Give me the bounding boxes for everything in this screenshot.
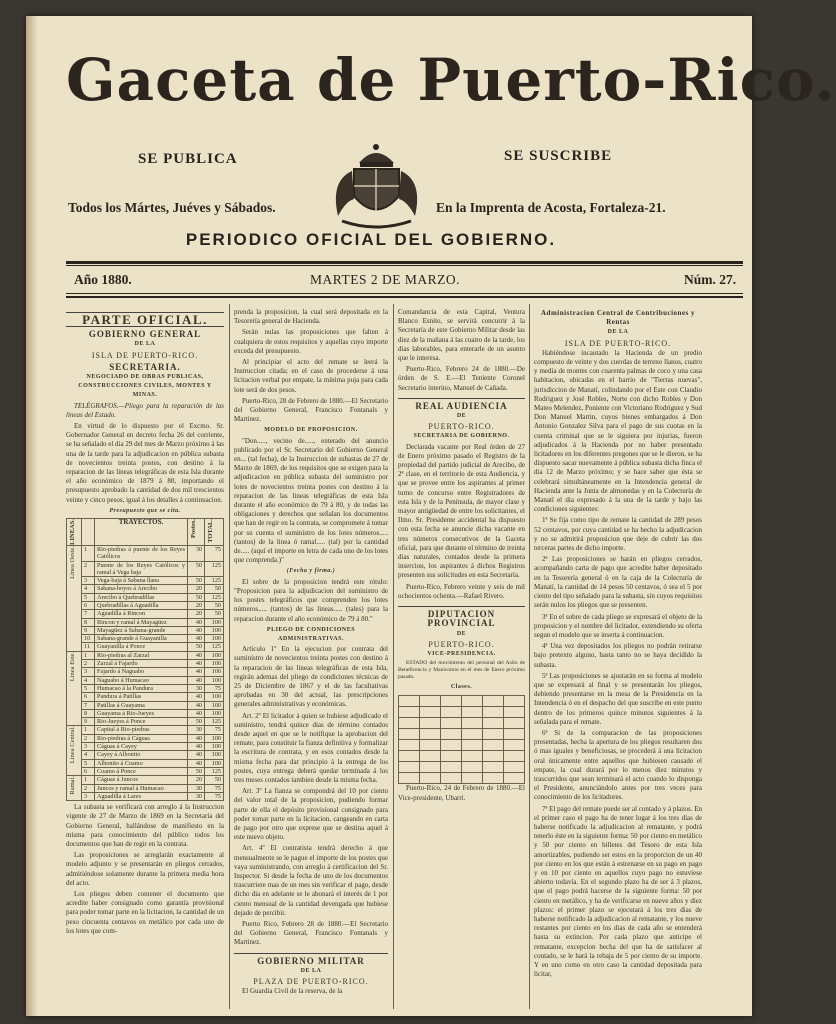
paragraph: "Don....., vecino de....., enterado del anuncio publicado por el Sr. Secretario del Gobierno General en... (tal fecha), de la Instruccion de subastas de 27 de Marzo de 1869, de los requisitos que se exigen para la adjudicacion en pública subasta del suministro por lotes de novecientos treinta postes con destino á la reparacion de las lineas telegráficas de esta Isla durante el año económico de 79 á 80, y de todas las obligaciones y derechos que señalan los documentos que han de regir en la contrata, se compromete á tomar por su cuenta el suministro de los lotes números..... (tantos) de la linea ó ramal..... (tal) por la cantidad de..... (aquí el importe en letra de cada uno de los lotes que comprenda.)" (234, 436, 388, 565)
diputacion-place: PUERTO-RICO. (428, 639, 495, 649)
lot-total: 125 (205, 593, 224, 601)
lot-total: 125 (205, 643, 224, 651)
table-cell (420, 729, 441, 740)
table-cell (399, 729, 420, 740)
admin-de: DE LA (607, 329, 629, 336)
route-name: Cayey á Albonito (95, 751, 188, 759)
paragraph: 3ª En el sobre de cada pliego se expresará el objeto de la proposicion y el nombre del licitador, extendiendo su oferta segun el modelo que se inserta á continuacion. (534, 612, 702, 639)
modelo-heading: MODELO DE PROPOSICION. (264, 427, 358, 434)
post-count: 20 (188, 601, 205, 609)
audiencia-place: PUERTO-RICO. (428, 422, 495, 432)
post-count: 40 (188, 743, 205, 751)
estado-caption: ESTADO del movimiento del personal del Asilo de Beneficencia y Manicomio en el mes de Enero próximo pasado. (398, 660, 525, 681)
subscription-heading: SE SUSCRIBE (504, 148, 613, 164)
table-row (67, 626, 224, 634)
secretaria-heading: SECRETARIA. (109, 361, 181, 372)
route-name: Quebradillas á Aguadilla (95, 601, 188, 609)
lot-total: 100 (205, 701, 224, 709)
table-cell (483, 707, 504, 718)
post-count: 30 (188, 726, 205, 734)
issue-number: Núm. 27. (684, 272, 737, 287)
table-cell (420, 707, 441, 718)
paragraph: Puerto-Rico, Febrero veinte y seis de mil ochocientos ochenta.—Rafael Rivero. (398, 582, 525, 600)
table-cell (441, 751, 462, 762)
route-name: Albonito á Coamo (95, 759, 188, 767)
table-cell (399, 696, 420, 707)
table-row (399, 718, 525, 729)
lot-total: 100 (205, 709, 224, 717)
gov-heading: GOBIERNO GENERAL (88, 329, 202, 340)
paragraph: 1ª Se fija como tipo de remate la cantidad de 289 pesos 52 centavos, por cuya cantidad se ha hecho la adjudicacion y no se admitirá proposicion que deje de cubrir las dos terceras partes de dicho importe. (534, 516, 702, 553)
column-4 (534, 308, 702, 1012)
table-cell (504, 718, 525, 729)
table-cell (483, 718, 504, 729)
route-name: Sabana-hoyos á Arecibo (95, 585, 188, 593)
paragraph: Art. 4º El contratista tendrá derecho á que mensualmente se le pague el importe de los postes que vaya suministrando, con arreglo á certificacion del Sr. Inspector. Si desde la fecha de uno de los documentos trascurriere mas de un mes sin verificar el pago, desde dicho dia en adelante se le abonará el interés de 1 por ciento mensual de la cantidad devengada que hubiese dejado de percibir. (234, 844, 388, 917)
paragraph: Artículo 1º En la ejecucion por contrata del suministro de novecientos treinta postes con destino á la reparacion de las lineas telegráficas de esta Isla, regirán ademas del pliego de condiciones técnicas de 25 de Diciembre de 1867 y el de las facultativas aprobadas en 30 del actual, las prescripciones generales administrativas y económicas. (234, 645, 388, 709)
table-row (399, 751, 525, 762)
section-heading: PARTE OFICIAL. (66, 312, 224, 327)
paragraph: Puerto Rico, Febrero 28 de 1880.—El Secretario del Gobierno General, Francisco Fontanals y Martinez. (234, 920, 388, 947)
lot-number: 5 (82, 593, 95, 601)
table-cell (483, 696, 504, 707)
issue-year: Año 1880. (74, 272, 132, 287)
post-count: 40 (188, 635, 205, 643)
lot-total: 100 (205, 618, 224, 626)
plaza-heading: PLAZA DE PUERTO-RICO. (253, 977, 369, 987)
th-total: TOTAL. (205, 519, 224, 546)
table-cell (399, 740, 420, 751)
table-cell (483, 729, 504, 740)
lot-total: 100 (205, 635, 224, 643)
post-count: 50 (188, 718, 205, 726)
table-row (67, 577, 224, 585)
table-row (67, 743, 224, 751)
admin-heading: Administracion Central de Contribuciones y Rentas (541, 309, 695, 327)
line-group-label: Linea Central. (67, 726, 82, 776)
route-name: Rio-Jueyes á Ponce (95, 718, 188, 726)
lot-number: 9 (82, 718, 95, 726)
paragraph: Comandancia de esta Capital, Ventura Blanco Esnito, se servirá concurrir á la Secretaría de este Gobierno Militar desde las diez de la mañana á las cuatro de la tarde, los dias laborables, para enterarle de un asunto que le interesa. (398, 308, 525, 363)
lot-number: 6 (82, 767, 95, 775)
line-group-label: Linea Este. (67, 651, 82, 726)
lot-total: 100 (205, 759, 224, 767)
paragraph: prenda la proposicion, la cual será depositada en la Tesorería general de Hacienda. (234, 308, 388, 326)
lot-number: 1 (82, 545, 95, 561)
route-name: Sabana-grande á Guayanilla (95, 635, 188, 643)
table-cell (483, 773, 504, 784)
lot-number: 4 (82, 751, 95, 759)
route-name: Zarzal á Fajardo (95, 660, 188, 668)
table-row (399, 773, 525, 784)
lot-number: 11 (82, 643, 95, 651)
table-cell (399, 707, 420, 718)
lot-total: 125 (205, 577, 224, 585)
route-name: Rio-piedras al Zarzal (95, 651, 188, 659)
post-count: 40 (188, 734, 205, 742)
paragraph: Los pliegos deben contener el documento que acredite haber consignado como garantía provisional para poder tomar parte en la licitacion, la cantidad de un peso cincuenta centavos en metálico por cada uno de los lotes que com- (66, 889, 224, 935)
lot-number: 7 (82, 701, 95, 709)
table-row (67, 668, 224, 676)
table-row (67, 751, 224, 759)
table-row (67, 767, 224, 775)
post-count: 40 (188, 751, 205, 759)
table-row (399, 729, 525, 740)
table-row (67, 734, 224, 742)
route-name: Arecibo á Quebradillas (95, 593, 188, 601)
table-row (399, 762, 525, 773)
route-name: Naguabo á Humacao (95, 676, 188, 684)
diputacion-heading: DIPUTACION PROVINCIAL (398, 606, 525, 628)
publication-days: Todos los Mártes, Juéves y Sábados. (68, 200, 276, 215)
table-row (67, 660, 224, 668)
paragraph: Puerto-Rico, Febrero 24 de 1880.—De órden de S. E.—El Teniente Coronel Secretario interino, Manuel de Cañada. (398, 365, 525, 392)
budget-heading: Presupuesto que se cita. (109, 507, 181, 514)
lot-number: 3 (82, 792, 95, 800)
post-count: 40 (188, 618, 205, 626)
table-cell (462, 707, 483, 718)
table-cell (483, 751, 504, 762)
table-row (67, 759, 224, 767)
page-binding (26, 16, 38, 1016)
admin-isla: ISLA DE PUERTO-RICO. (564, 338, 672, 348)
column-2 (234, 308, 388, 1012)
line-group-label: Ramal. (67, 776, 82, 801)
newspaper-subtitle: PERIODICO OFICIAL DEL GOBIERNO. (185, 230, 557, 249)
table-cell (420, 773, 441, 784)
table-cell (504, 773, 525, 784)
table-row (399, 707, 525, 718)
militar-heading: GOBIERNO MILITAR (234, 953, 388, 966)
table-row (67, 618, 224, 626)
gov-heading-de: DE LA (134, 341, 156, 348)
paragraph: En virtud de lo dispuesto por el Excmo. Sr. Gobernador General en decreto fecha 26 del corriente, se ha señalado el dia 29 del mes de Marzo próximo á las una de la tarde para la adjudicacion en pública subasta de novecientos treinta postes, con destino á la reparacion de las lineas telegráficas de esta Isla durante el año económico de 1879 á 80, importando el presupuesto aprobado la cantidad de dos mil trescientos veinte y cinco pesos, igual á los detalles á continuacion. (66, 422, 224, 504)
table-row (399, 740, 525, 751)
lot-number: 5 (82, 759, 95, 767)
lot-total: 125 (205, 767, 224, 775)
header-rule-bottom (66, 293, 743, 294)
table-row (67, 651, 224, 659)
route-name: Rio-piedras á puente de los Reyes Católicos (95, 545, 188, 561)
paragraph: 6ª Si de la comparacion de las proposiciones presentadas, hecha la apertura de los pliegos resultaren dos ó mas iguales y beneficiosas, se procederá á una licitacion oral únicamente entre aquellos que hubiesen causado el empate, la cual durará por lo menos diez minutos y trascurridos que sean terminará el acto cuando lo disponga el Presidente, anunciándolo antes por tres veces para conocimiento de los licitadores. (534, 728, 702, 802)
post-count: 40 (188, 668, 205, 676)
table-cell (504, 729, 525, 740)
table-cell (462, 729, 483, 740)
post-count: 40 (188, 759, 205, 767)
table-cell (462, 751, 483, 762)
table-row (67, 593, 224, 601)
table-row (67, 676, 224, 684)
table-row (67, 784, 224, 792)
route-name: Cáguas á Juncos (95, 776, 188, 784)
table-cell (462, 762, 483, 773)
table-cell (504, 707, 525, 718)
table-row (67, 643, 224, 651)
table-cell (441, 740, 462, 751)
lot-number: 2 (82, 734, 95, 742)
lot-number: 4 (82, 585, 95, 593)
route-name: Aguadilla á Lares (95, 792, 188, 800)
paragraph: Las proposiciones se arreglarán exactamente al modelo adjunto y se presentarán en pliegos cerrados, admitiéndose solamente durante la primera media hora del acto. (66, 851, 224, 887)
route-name: Rincon y ramal á Mayagüez (95, 618, 188, 626)
audiencia-de: DE (456, 413, 467, 420)
table-cell (441, 762, 462, 773)
table-cell (504, 751, 525, 762)
lot-number: 3 (82, 743, 95, 751)
table-cell (420, 740, 441, 751)
lot-number: 6 (82, 601, 95, 609)
table-cell (420, 762, 441, 773)
post-count: 50 (188, 643, 205, 651)
lot-number: 2 (82, 784, 95, 792)
table-row (67, 776, 224, 784)
lot-total: 125 (205, 718, 224, 726)
route-name: Juncos y ramal á Humacao (95, 784, 188, 792)
table-row (67, 545, 224, 561)
post-count: 40 (188, 676, 205, 684)
lot-number: 3 (82, 577, 95, 585)
lot-number: 8 (82, 618, 95, 626)
post-count: 30 (188, 784, 205, 792)
militar-de: DE LA (300, 967, 322, 974)
table-cell (420, 696, 441, 707)
route-name: Fajardo á Naguabo (95, 668, 188, 676)
island-heading: ISLA DE PUERTO-RICO. (91, 350, 199, 360)
lot-total: 75 (205, 545, 224, 561)
route-name: Puente de los Reyes Católicos y ramal á Vega baja (95, 561, 188, 577)
route-name: Humacao á la Pandura (95, 684, 188, 692)
subscription-address: En la Imprenta de Acosta, Fortaleza-21. (436, 200, 666, 215)
column-3 (398, 308, 525, 1012)
table-row (67, 601, 224, 609)
lot-total: 50 (205, 610, 224, 618)
paragraph: Art. 3º La fianza se compondrá del 10 por ciento del valor total de la proposicion, pudiendo formar parte de ella el depósito provisional consignado para poder tomar parte en la licitacion, cangeando en carta de pago por otro que exprese que se destina aquel á este nuevo objeto. (234, 787, 388, 842)
table-row (67, 585, 224, 593)
table-row (67, 701, 224, 709)
issue-date: MARTES 2 DE MARZO. (310, 272, 460, 287)
paragraph: Declarada vacante por Real órden de 27 de Enero próximo pasado el Registro de la propiedad del partido judicial de Arecibo, de 2ª clase, en el territorio de esta Audiencia, y que se provee entre los aspirantes al primer turno de concurso entre Registradores de esta Isla y de la Península, de mayor clase y mayor antigüedad de entre los solicitantes, el Ilmo. Sr. Presidente accidental ha dispuesto con esta fecha se anuncie dicha vacante en tres números consecutivos de la Gaceta oficial, para que durante el término de treinta dias naturales, contados desde la primera insercion, los aspirantes á dichos Registros presenten sus solicitudes en esta Secretaría. (398, 442, 525, 580)
table-cell (420, 751, 441, 762)
table-row (67, 792, 224, 800)
lot-total: 50 (205, 585, 224, 593)
table-row (67, 693, 224, 701)
post-count: 30 (188, 684, 205, 692)
paragraph: El sobre de la proposicion tendrá este rótulo: "Proposicion para la adjudicacion del suministro de los postes telegráficos que comprenden los lotes números..... (tantos) de las lineas..... (tales) para la reparacion durante el año económico de 79 á 80." (234, 577, 388, 623)
paragraph: Puerto-Rico, 24 de Febrero de 1880.—El Vice-presidente, Ubarri. (398, 784, 525, 802)
lot-total: 75 (205, 784, 224, 792)
lot-number: 1 (82, 651, 95, 659)
lot-number: 9 (82, 626, 95, 634)
route-name: Vega-baja á Sabana llana (95, 577, 188, 585)
th-trayectos: TRAYECTOS. (95, 519, 188, 546)
post-count: 40 (188, 660, 205, 668)
th-lineas: LINEAS. (67, 519, 82, 546)
route-name: Coamo á Ponce (95, 767, 188, 775)
lot-number: 1 (82, 726, 95, 734)
lot-total: 75 (205, 726, 224, 734)
lot-total: 75 (205, 684, 224, 692)
lot-total: 100 (205, 651, 224, 659)
table-cell (399, 762, 420, 773)
lot-total: 125 (205, 561, 224, 577)
lot-number: 2 (82, 660, 95, 668)
lot-number: 1 (82, 776, 95, 784)
post-count: 30 (188, 792, 205, 800)
post-count: 40 (188, 626, 205, 634)
paragraph: 5ª Las proposiciones se ajustarán en su forma al modelo que se expresará al final y se presentarán los pliegos, debiendo presentarse en la mesa de la Presidencia en la Intendencia ó en el despacho del que suscribe en este punto dentro de los primeros quince minutos siguientes á la señalada para el remate. (534, 671, 702, 726)
table-cell (483, 740, 504, 751)
lot-number: 5 (82, 684, 95, 692)
secretaria-gobierno: SECRETARIA DE GOBIERNO. (413, 433, 510, 440)
table-row (67, 610, 224, 618)
lot-number: 3 (82, 668, 95, 676)
route-name: Guayama á Rio-Jueyes (95, 709, 188, 717)
telegrafos-title: TELÉGRAFOS.—Pliego para la reparación de las lineas del Estado. (66, 401, 224, 419)
post-count: 40 (188, 693, 205, 701)
column-divider (229, 304, 230, 1009)
table-cell (462, 718, 483, 729)
table-row (67, 635, 224, 643)
table-cell (441, 696, 462, 707)
table-cell (462, 696, 483, 707)
post-count: 20 (188, 585, 205, 593)
lot-total: 50 (205, 601, 224, 609)
clases-heading: Clases. (450, 684, 473, 691)
lot-number: 8 (82, 709, 95, 717)
budget-table (66, 518, 224, 801)
column-1 (66, 308, 224, 1012)
newspaper-page (26, 16, 836, 1016)
post-count: 30 (188, 545, 205, 561)
route-name: Pandura á Patillas (95, 693, 188, 701)
audiencia-heading: REAL AUDIENCIA (398, 398, 525, 411)
route-name: Cáguas á Cayey (95, 743, 188, 751)
post-count: 50 (188, 593, 205, 601)
table-cell (504, 740, 525, 751)
lot-total: 50 (205, 776, 224, 784)
post-count: 20 (188, 776, 205, 784)
lot-total: 100 (205, 660, 224, 668)
royal-crest-icon (324, 141, 429, 231)
table-cell (504, 762, 525, 773)
table-row (67, 718, 224, 726)
route-name: Aguadilla á Rincon (95, 610, 188, 618)
table-cell (399, 751, 420, 762)
table-cell (462, 773, 483, 784)
vice-heading: VICE-PRESIDENCIA. (427, 650, 496, 657)
lot-total: 100 (205, 743, 224, 751)
route-name: Patillas á Guayama (95, 701, 188, 709)
th-lotes (82, 519, 95, 546)
lot-number: 10 (82, 635, 95, 643)
paragraph: Puerto-Rico, 28 de Febrero de 1880.—El Secretario del Gobierno General, Francisco Fontanals y Martinez. (234, 396, 388, 424)
lot-total: 100 (205, 626, 224, 634)
column-divider (529, 304, 530, 1009)
lot-number: 6 (82, 693, 95, 701)
lot-total: 100 (205, 751, 224, 759)
route-name: Guayanilla á Ponce (95, 643, 188, 651)
table-cell (399, 718, 420, 729)
diputacion-de: DE (456, 630, 467, 637)
lot-number: 7 (82, 610, 95, 618)
paragraph: Art. 2º El licitador á quien se hubiese adjudicado el suministro, tendrá quince dias de término contados desde aquel en que se le notifique la aprobacion del remate, para constituir la fianza definitiva y formalizar la escritura de contrata, y en esos contados desde la misma fecha para dar principio á la entrega de los postes, cuya entrega deberá quedar terminada á los tres meses contados tambien desde la misma fecha. (234, 711, 388, 784)
paragraph: Al principiar el acto del remate se leerá la Instruccion citada; en el caso de procederse á una licitacion verbal por empate, la mínima puja para cada lote será de dos pesos. (234, 358, 388, 394)
lot-number: 2 (82, 561, 95, 577)
paragraph: El Guardia Civil de la reserva, de la (242, 987, 343, 996)
paragraph: 2ª Las proposiciones se harán en pliegos cerrados, acompañando carta de pago que acredite haber depositado en la Tesorería general ó en la caja de la Colecturía de Manatí, la cantidad de 14 pesos 50 centavos, ó sea el 5 por ciento del tipo señalado para la subasta, sin cuyos requisitos serán nulos los pliegos que se presenten. (534, 555, 702, 610)
paragraph: 7ª El pago del remate puede ser al contado y á plazos. En el primer caso el pago ha de tener lugar á los tres dias de haberse notificado la adjudicacion al rematante, y podrá tenerlo éste en la siguiente forma: 50 por ciento en metálico y 50 por ciento en billetes del Tesoro de esta Isla amortizables, pudiendo ser estos en la proporcion de un 40 por ciento en los que están á estrenarse en su pago en pago y en 10 por ciento en aquellos cuyo pago no estuviese abierto todavía. En el segundo plazo ha de ser á 3 plazos, que el pago podrá hacerse de la siguiente forma: 50 por ciento en metálico, y ha de verificarse en nueve años y diez plazos: el primer plazo se ejecutará á los tres dias de haberse notificado la adjudicacion al rematante, y los nueve restantes por ciento en los dias de cada año se entenderá hasta su extincion. Por cada plazo que anticipe el rematante, excepcion hecha del que ha de satisfacer al contado, se le hará la rebaja de 5 por ciento de su importe. Y en uno como en otro caso la cantidad depositada para licitar, (534, 804, 702, 979)
table-row (67, 561, 224, 577)
table-cell (441, 718, 462, 729)
column-divider (393, 304, 394, 1009)
lot-total: 100 (205, 668, 224, 676)
post-count: 50 (188, 767, 205, 775)
table-cell (441, 773, 462, 784)
masthead-title: Gaceta de Puerto-Rico. (66, 46, 836, 114)
post-count: 50 (188, 577, 205, 585)
lot-total: 100 (205, 676, 224, 684)
paragraph: Serán nulas las proposiciones que falten á cualquiera de estos requisitos y aquellas cuyo importe exceda del presupuesto. (234, 328, 388, 355)
table-row (67, 684, 224, 692)
table-cell (441, 707, 462, 718)
paragraph: Habiéndose incautado la Hacienda de un predio compuesto de veinte y dos cuerdas de terreno llanos, cuatro y media de montes con cuarenta palmas de coco y una casa habitacion, ubicadas en el barrio de "Tierras nuevas", jurisdiccion de Manatí, colindando por el Este con Claudio Rodriguez y José Robles, Norte con dicho Robles y Don Mateo Melendez, Poniente con Victoriano Rodriguez y Sud Don Manuel Martin, cuyos bienes embargados á Don Antonio Gonzalez Silva para el pago de sus cuotas en la cuenta criminal que se le siguiera por injurias, fueron adjudicados á la Hacienda por no haber presentado licitadores en los diferentes pregones que se le dieron, se ha dispuesto sacar nuevamente á pública subasta dicha finca el dia 12 de Marzo próximo; y se hace saber que ésta se celebrará simultáneamente en la Intendencia general de Hacienda ante la Junta de almonedas y en la Colecturía de Manatí el dia expresado á la una de la tarde y bajo las condiciones siguientes: (534, 348, 702, 514)
post-count: 40 (188, 651, 205, 659)
lot-total: 100 (205, 693, 224, 701)
pliego-heading: PLIEGO DE CONDICIONES ADMINISTRATIVAS. (266, 626, 356, 642)
header-rule-bottom-thick (66, 296, 743, 298)
table-row (399, 696, 525, 707)
post-count: 20 (188, 610, 205, 618)
post-count: 40 (188, 709, 205, 717)
negociado-heading: NEGOCIADO DE OBRAS PUBLICAS, CONSTRUCCIONES CIVILES, MONTES Y MINAS. (78, 374, 212, 399)
post-count: 50 (188, 561, 205, 577)
movement-table (398, 695, 525, 784)
header-rule-top (66, 261, 743, 264)
table-cell (399, 773, 420, 784)
route-name: Capital á Rio-piedras (95, 726, 188, 734)
publication-heading: SE PUBLICA (138, 151, 238, 167)
table-cell (483, 762, 504, 773)
route-name: Mayagüez á Sabana-grande (95, 626, 188, 634)
table-row (67, 709, 224, 717)
th-postes: Postes. (188, 519, 205, 546)
table-cell (441, 729, 462, 740)
line-group-label: Linea Oeste. (67, 545, 82, 651)
table-cell (462, 740, 483, 751)
lot-total: 100 (205, 734, 224, 742)
post-count: 40 (188, 701, 205, 709)
paragraph: 4ª Una vez depositados los pliegos no podrán retirarse bajo pretexto alguno, hasta tanto no se haya decidido la subasta. (534, 642, 702, 669)
lot-total: 75 (205, 792, 224, 800)
table-cell (420, 718, 441, 729)
table-cell (504, 696, 525, 707)
lot-number: 4 (82, 676, 95, 684)
header-rule-thin (66, 265, 743, 266)
table-row (67, 726, 224, 734)
route-name: Rio-piedras á Cáguas (95, 734, 188, 742)
fecha-firma: (Fecha y firma.) (286, 568, 336, 575)
paragraph: La subasta se verificará con arreglo á la Instruccion vigente de 27 de Marzo de 1869 en la Secretaría del Gobierno General, hallándose de manifiesto en la misma para conocimiento del público todos los documentos que han de regir en la contrata. (66, 803, 224, 848)
